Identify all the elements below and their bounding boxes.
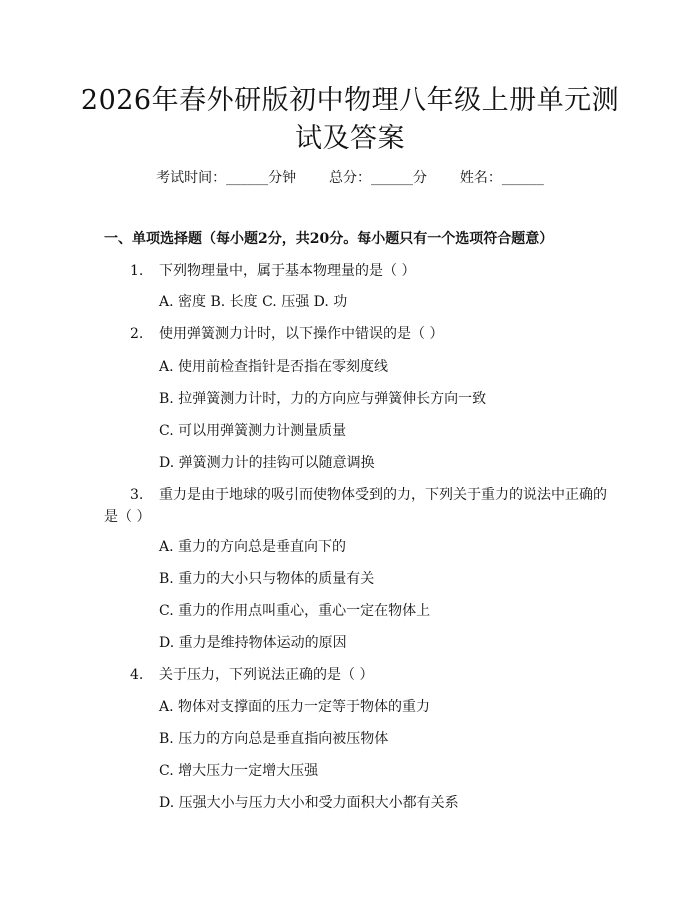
- question-text-line-1: 重力是由于地球的吸引而使物体受到的力，下列关于重力的说法中正确的: [159, 487, 607, 503]
- title-line-2: 试及答案: [295, 123, 405, 154]
- question-number: 2.: [130, 326, 144, 342]
- question-number: 3.: [130, 487, 144, 503]
- question-text-line-2: 是（ ）: [104, 509, 151, 525]
- question-text: 使用弹簧测力计时，以下操作中错误的是（ ）: [159, 326, 444, 342]
- options-inline: A. 密度 B. 长度 C. 压强 D. 功: [159, 294, 348, 310]
- section-heading: 一、单项选择题（每小题2分，共20分。每小题只有一个选项符合题意）: [104, 231, 554, 247]
- exam-meta: [0, 168, 700, 188]
- exam-page: 2026年春外研版初中物理八年级上册单元测 试及答案 考试时间：______分钟 总分：______分 姓名：______ 一、单项选择题（每小题2分，共20分。每小题只有一个选项符合题意） 1. 下列物理量中，属于基本物理量的是（ ） A. 密度 B. 长度 C. 压强 D. 功 2. 使用弹簧测力计时，以下操作中错误的是（ ） A. 使用前检查指针是否指在零刻度线 B. 拉弹簧测力计时，力的方向应与弹簧伸长方向一致 C. 可以用弹簧测力计测量质量 D. 弹簧测力计的挂钩可以随意调换 3. 重力是由于地球的吸引而使物体受到的力，下列关于重力的说法中正确的 是（ ） A. 重力的方向总是垂直向下的 B. 重力的大小只与物体的质量有关 C. 重力的作用点叫重心，重心一定在物体上 D. 重力是维持物体运动的原因 4. 关于压力，下列说法正确的是（ ） A. 物体对支撑面的压力一定等于物体的重力 B. 压力的方向总是垂直指向被压物体 C. 增大压力一定增大压强 D. 压强大小与压力大小和受力面积大小都有关系: [0, 0, 700, 905]
- question-text: 下列物理量中，属于基本物理量的是（ ）: [159, 263, 416, 279]
- question-text: 关于压力，下列说法正确的是（ ）: [159, 667, 374, 683]
- title-line-1: 2026年春外研版初中物理八年级上册单元测: [80, 85, 620, 116]
- document-title: [0, 82, 700, 158]
- total-score-field: 总分：______分: [329, 170, 427, 186]
- question-number: 1.: [130, 263, 144, 279]
- student-name-field: 姓名：______: [459, 170, 544, 186]
- question-number: 4.: [130, 667, 144, 683]
- exam-time-field: 考试时间：______分钟: [156, 170, 297, 186]
